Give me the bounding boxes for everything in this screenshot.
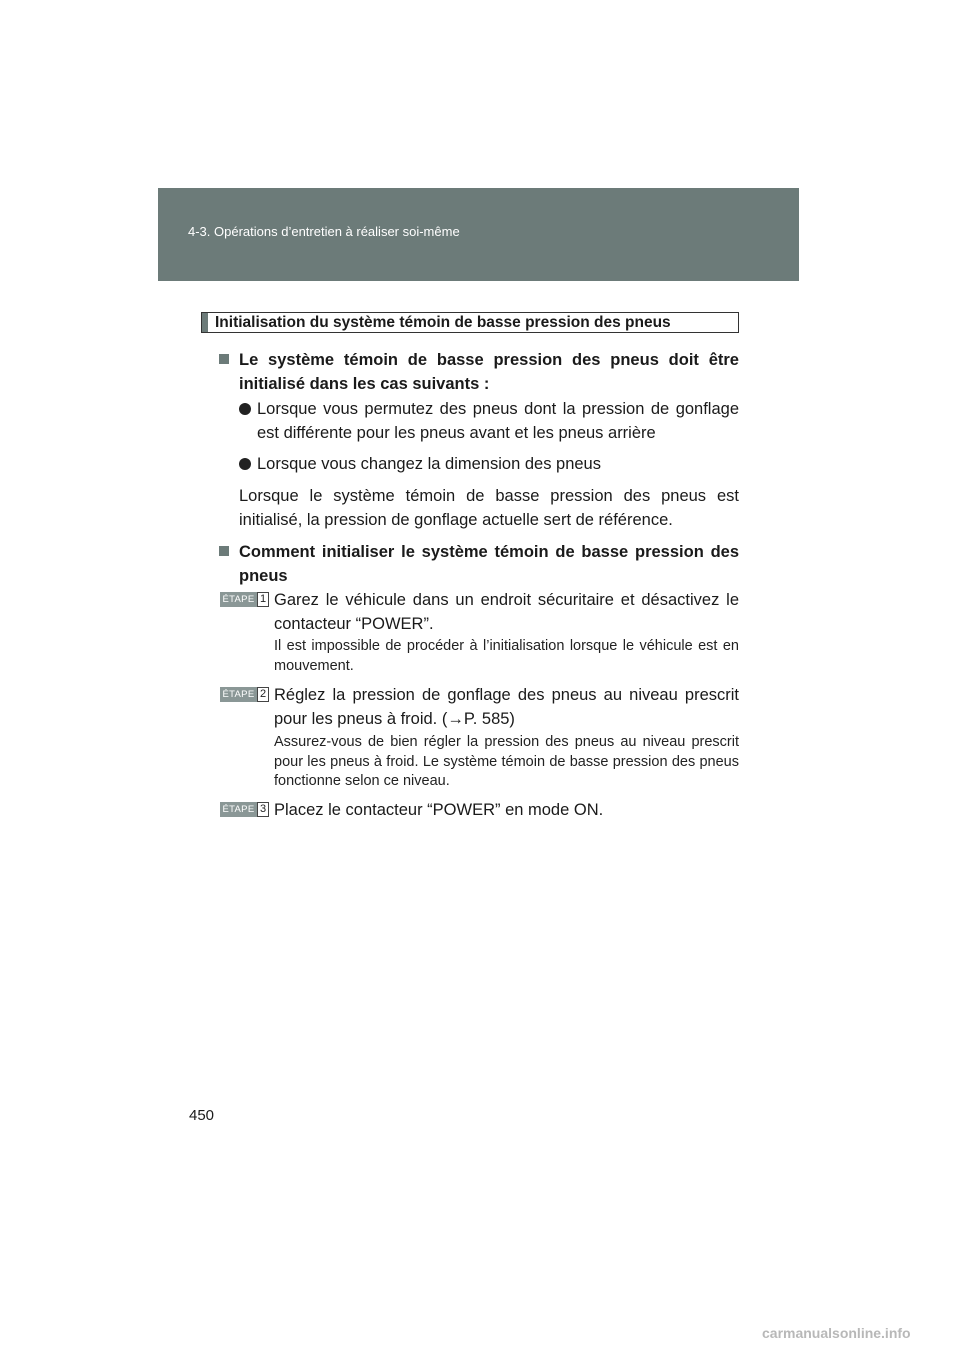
step-label: ÉTAPE <box>220 802 257 817</box>
header-section-title: 4-3. Opérations d’entretien à réaliser soi-même <box>188 224 460 239</box>
heading-square-icon <box>219 354 229 364</box>
bullet-dot-icon <box>239 403 251 415</box>
step-2-badge <box>220 687 269 702</box>
header-band <box>158 188 799 281</box>
page-number: 450 <box>189 1107 215 1124</box>
heading-square-icon <box>219 546 229 556</box>
step-1-badge <box>220 592 269 607</box>
block1-bullet-1: Lorsque vous permutez des pneus dont la pression de gonflage est différente pour les pneus avant et les pneus arrière <box>257 400 739 442</box>
step-1-note: Il est impossible de procéder à l’initialisation lorsque le véhicule est en mouvement. <box>274 638 739 674</box>
block2-heading: Comment initialiser le système témoin de basse pression des pneus <box>239 543 739 585</box>
block1-bullet-2: Lorsque vous changez la dimension des pneus <box>257 455 601 473</box>
step-number: 3 <box>257 802 269 817</box>
step-3-text: Placez le contacteur “POWER” en mode ON. <box>274 801 604 819</box>
step-number: 1 <box>257 592 269 607</box>
block1-heading: Le système témoin de basse pression des pneus doit être initialisé dans les cas suivants : <box>239 351 739 393</box>
step-label: ÉTAPE <box>220 592 257 607</box>
watermark: carmanualsonline.info <box>762 1325 911 1341</box>
step-2-text: Réglez la pression de gonflage des pneus au niveau prescrit pour les pneus à froid. (→P. 585) <box>274 686 739 728</box>
step-number: 2 <box>257 687 269 702</box>
section-title-accent <box>202 313 208 332</box>
section-title: Initialisation du système témoin de basse pression des pneus <box>215 314 671 331</box>
step-2-note: Assurez-vous de bien régler la pression des pneus au niveau prescrit pour les pneus à froid. Le système témoin de basse pression des pneus fonctionne selon ce niveau. <box>274 734 739 789</box>
step-1-text: Garez le véhicule dans un endroit sécuritaire et désactivez le contacteur “POWER”. <box>274 591 739 633</box>
block1-paragraph: Lorsque le système témoin de basse pression des pneus est initialisé, la pression de gonflage actuelle sert de référence. <box>239 487 739 529</box>
step-3-badge <box>220 802 269 817</box>
bullet-dot-icon <box>239 458 251 470</box>
section-title-box <box>201 312 739 333</box>
step-label: ÉTAPE <box>220 687 257 702</box>
